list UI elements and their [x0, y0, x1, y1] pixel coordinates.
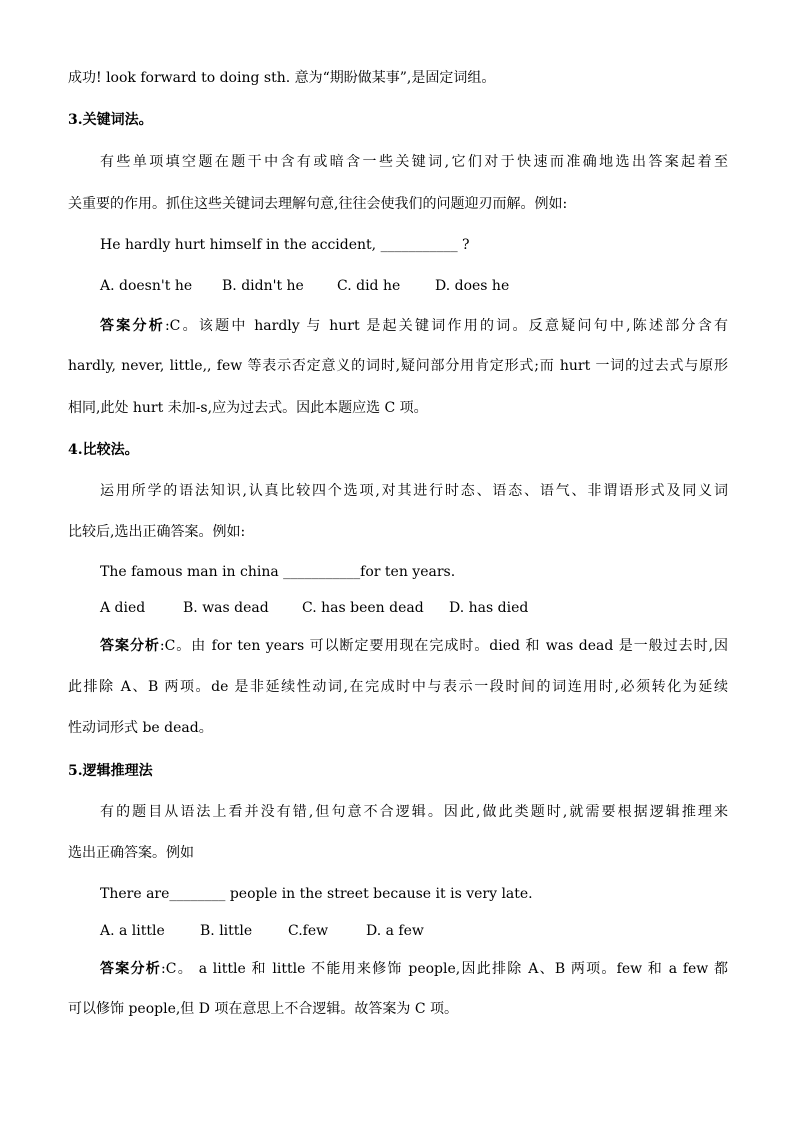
option-c: C. did he — [337, 278, 401, 294]
options-row — [100, 921, 728, 941]
option-c: C. has been dead — [302, 600, 424, 616]
question-text: There are________ people in the street because it is very late. — [100, 886, 533, 902]
option-b: B. was dead — [183, 600, 269, 616]
option-d: D. has died — [449, 600, 529, 616]
option-d: D. does he — [435, 278, 510, 294]
answer-label: 答案分析 — [100, 961, 162, 977]
answer-analysis-line — [100, 316, 728, 336]
paragraph-line: 可以修饰 people,但 D 项在意思上不合逻辑。故答案为 C 项。 — [68, 1001, 459, 1017]
answer-text: :C。由 for ten years 可以断定要用现在完成时。died 和 was dead 是一般过去时,因 — [159, 638, 729, 654]
paragraph-line: 比较后,选出正确答案。例如: — [68, 524, 246, 540]
paragraph-line: 此排除 A、B 两项。de 是非延续性动词,在完成时中与表示一段时间的词连用时,必须转化为延续 — [68, 679, 728, 695]
question-text: He hardly hurt himself in the accident, ___________ ? — [100, 237, 470, 253]
option-a: A died — [100, 600, 146, 616]
question-text: The famous man in china ___________for ten years. — [100, 564, 456, 580]
options-row — [100, 598, 728, 618]
answer-analysis-line — [100, 636, 728, 656]
paragraph-line: 选出正确答案。例如 — [68, 845, 194, 861]
paragraph-line: 相同,此处 hurt 未加-s,应为过去式。因此本题应选 C 项。 — [68, 400, 428, 416]
option-a: A. a little — [100, 923, 165, 939]
option-b: B. didn't he — [222, 278, 304, 294]
option-d: D. a few — [366, 923, 424, 939]
paragraph-line: 关重要的作用。抓住这些关键词去理解句意,往往会使我们的问题迎刃而解。例如: — [68, 196, 568, 212]
section-heading-3: 3.关键词法。 — [68, 112, 153, 128]
paragraph-line: hardly, never, little,, few 等表示否定意义的词时,疑问部分用肯定形式;而 hurt 一词的过去式与原形 — [68, 358, 728, 374]
section-heading-4: 4.比较法。 — [68, 442, 139, 458]
option-a: A. doesn't he — [100, 278, 193, 294]
answer-text: :C。 a little 和 little 不能用来修饰 people,因此排除 A、B 两项。few 和 a few 都 — [161, 961, 728, 977]
paragraph-line: 成功! look forward to doing sth. 意为“期盼做某事”,是固定词组。 — [68, 70, 496, 86]
answer-label: 答案分析 — [100, 318, 165, 334]
option-c: C.few — [288, 923, 329, 939]
section-heading-5: 5.逻辑推理法 — [68, 763, 153, 779]
answer-analysis-line — [100, 959, 728, 979]
options-row — [100, 276, 728, 296]
paragraph-line: 有些单项填空题在题干中含有或暗含一些关键词,它们对于快速而准确地选出答案起着至 — [100, 154, 728, 170]
option-b: B. little — [200, 923, 253, 939]
paragraph-line: 有的题目从语法上看并没有错,但句意不合逻辑。因此,做此类题时,就需要根据逻辑推理来 — [100, 804, 728, 820]
answer-label: 答案分析 — [100, 638, 160, 654]
paragraph-line: 性动词形式 be dead。 — [68, 720, 213, 736]
answer-text: :C。该题中 hardly 与 hurt 是起关键词作用的词。反意疑问句中,陈述部分含有 — [164, 318, 728, 334]
paragraph-line: 运用所学的语法知识,认真比较四个选项,对其进行时态、语态、语气、非谓语形式及同义词 — [100, 483, 728, 499]
